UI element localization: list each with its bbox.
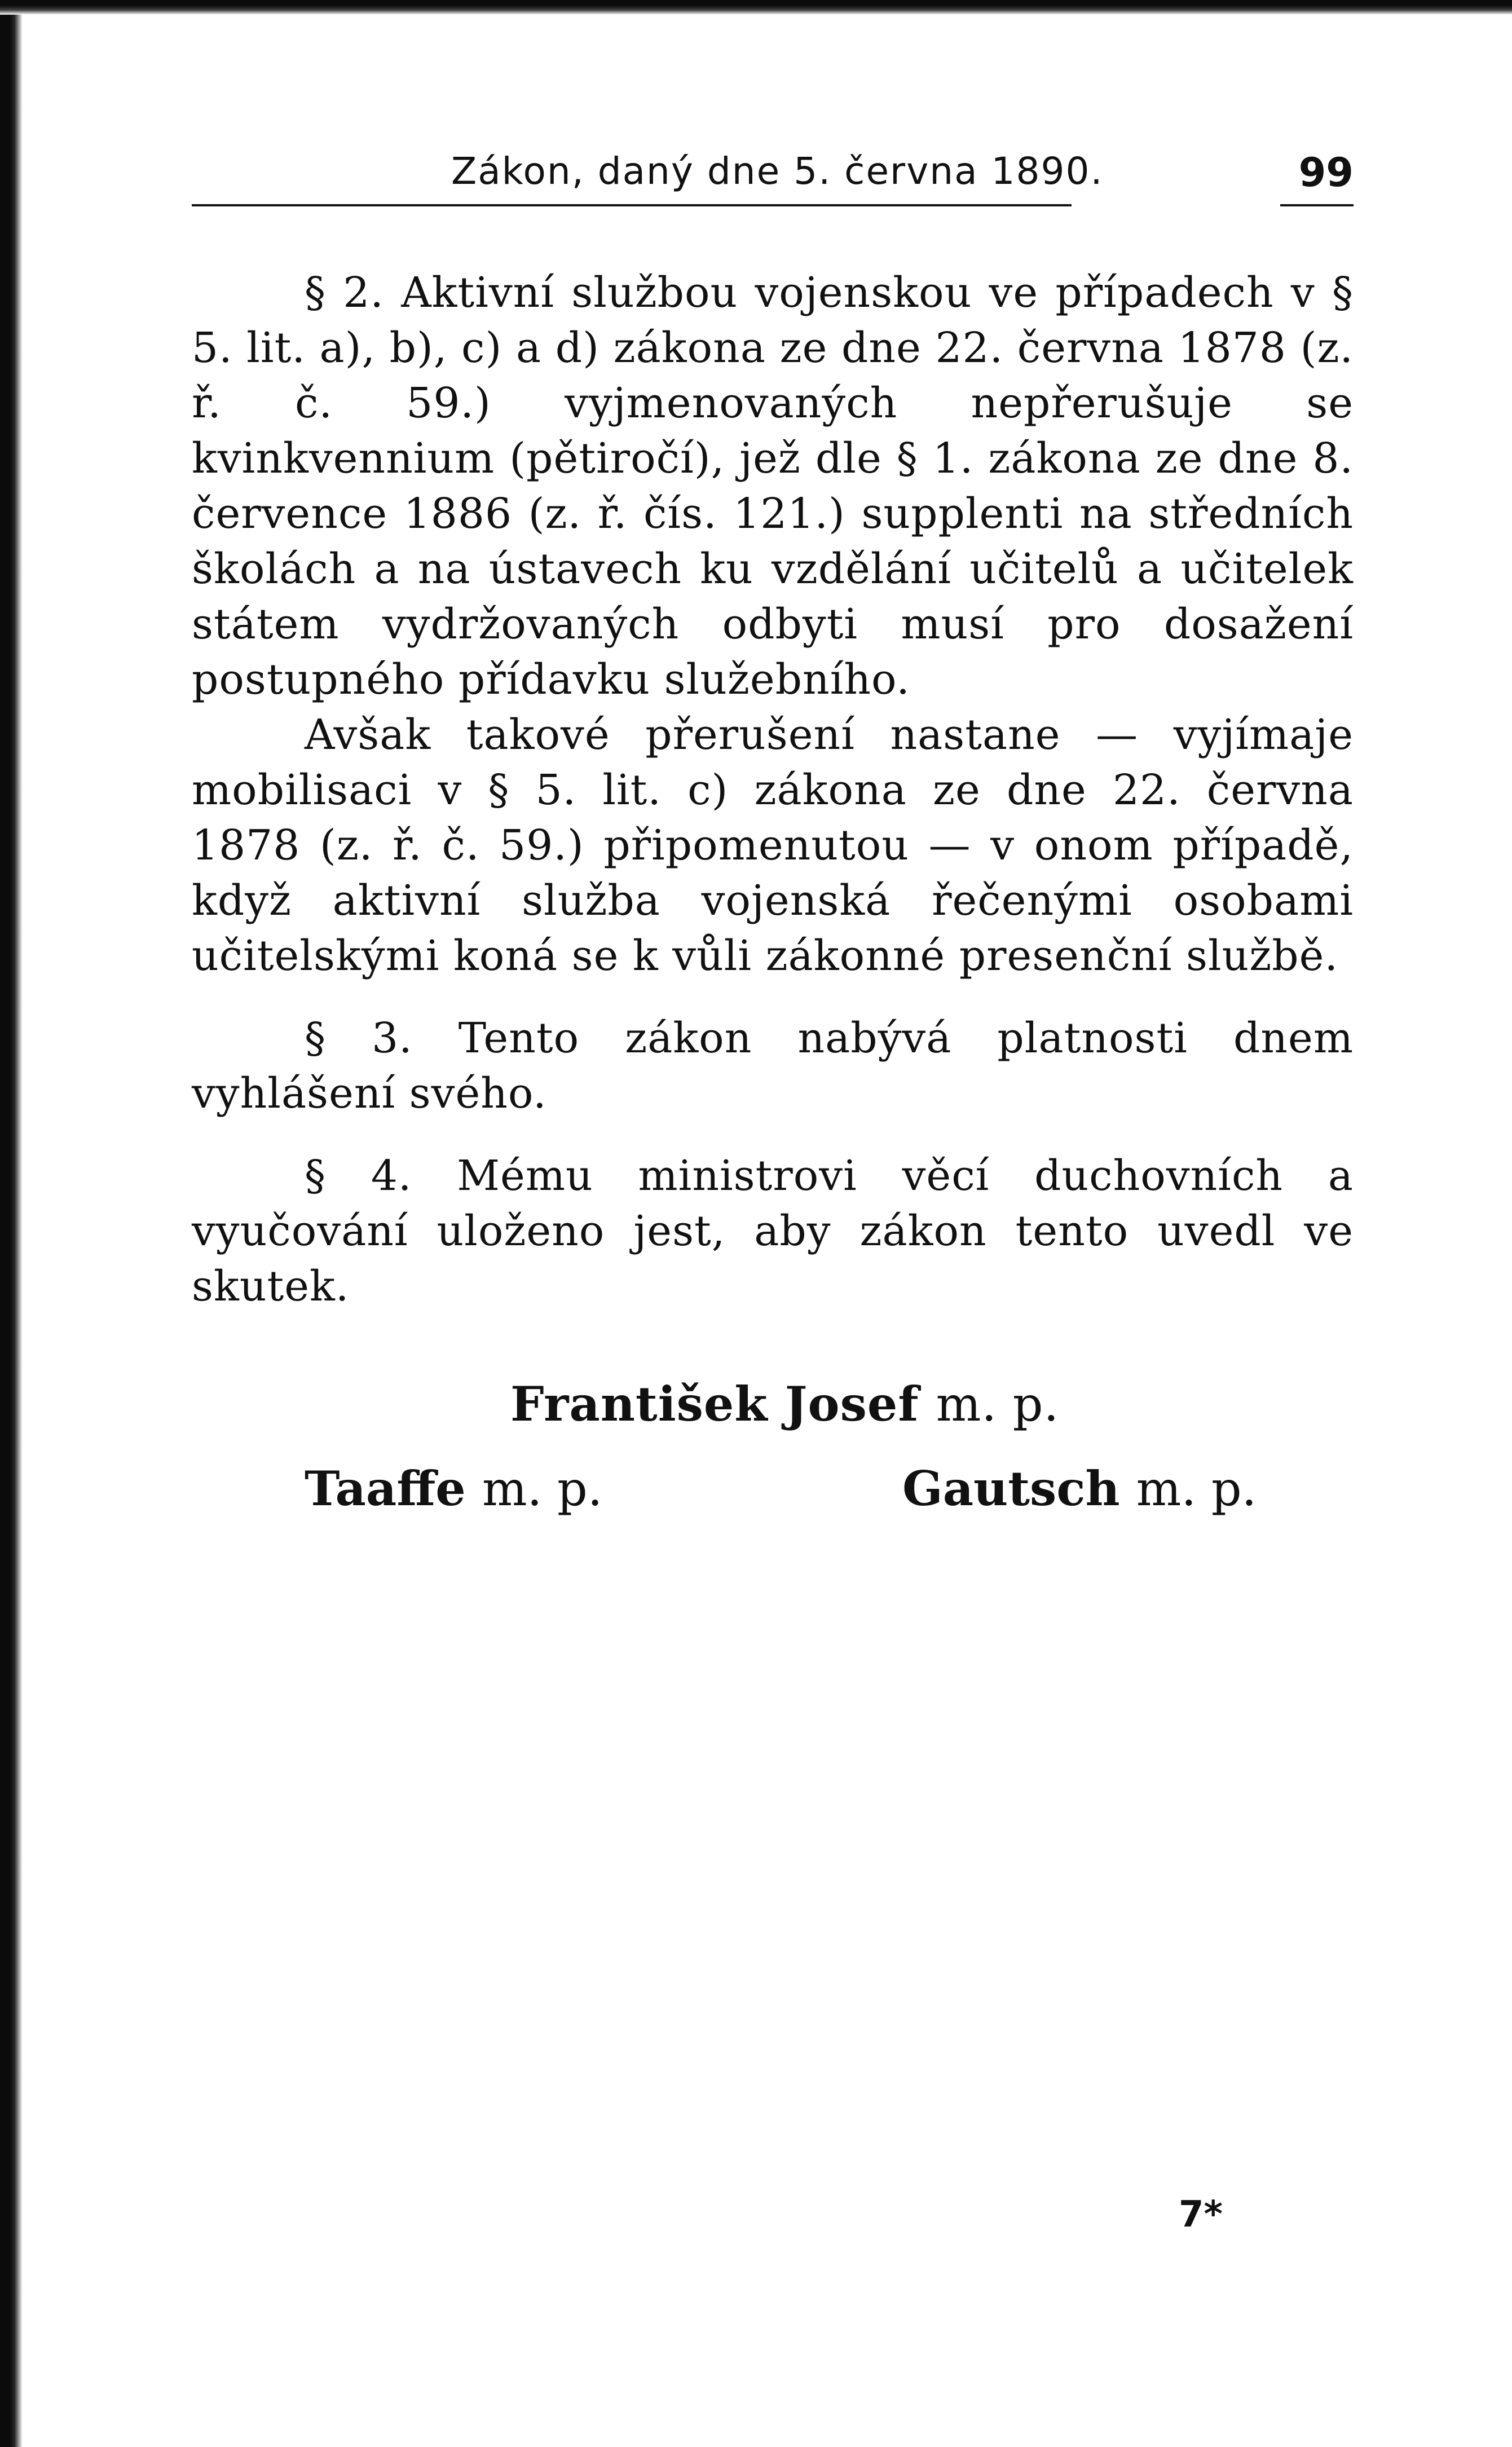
signature-row-ministers xyxy=(305,1461,1263,1523)
gautsch-mp: m. p. xyxy=(1136,1461,1257,1516)
header-rule xyxy=(192,204,1072,206)
paragraph-section-2: § 2. Aktivní službou vojenskou ve případech v § 5. lit. a), b), c) a d) zákona ze dne 22. června 1878 (z. ř. č. 59.) vyjmenovaných nepřerušuje se kvinkvennium (pětiročí), jež dle § 1. zákona ze dne 8. července 1886 (z. ř. čís. 121.) supplenti na středních školách a na ústavech ku vzdělání učitelů a učitelek státem vydržovaných odbyti musí pro dosažení postupného přídavku služebního. xyxy=(192,268,1354,704)
paragraph-section-2-continued: Avšak takové přerušení nastane — vyjímaje mobilisaci v § 5. lit. c) zákona ze dne 22. června 1878 (z. ř. č. 59.) připomenutou — v onom případě, když aktivní služba vojenská řečenými osobami učitelskými koná se k vůli zákonné presenční službě. xyxy=(192,711,1354,980)
running-title: Zákon, daný dne 5. června 1890. xyxy=(451,149,1104,193)
signature-gautsch xyxy=(902,1461,1257,1516)
printer-signature-mark: 7* xyxy=(1179,2194,1223,2236)
law-text xyxy=(192,265,1354,1314)
taaffe-mp: m. p. xyxy=(482,1461,603,1516)
paragraph-section-4: § 4. Mému ministrovi věcí duchovních a vyučování uloženo jest, aby zákon tento uvedl ve skutek. xyxy=(192,1152,1354,1311)
emperor-mp: m. p. xyxy=(936,1377,1060,1432)
emperor-name: František Josef xyxy=(510,1376,919,1432)
signature-taaffe xyxy=(305,1461,603,1516)
page-number: 99 xyxy=(1298,149,1354,196)
header-rule-page-number xyxy=(1280,204,1354,206)
signature-emperor xyxy=(510,1376,1059,1432)
scan-edge-top xyxy=(0,0,1512,15)
page-header xyxy=(192,141,1354,203)
paragraph-section-3: § 3. Tento zákon nabývá platnosti dnem vyhlášení svého. xyxy=(192,1014,1354,1118)
scan-edge-left xyxy=(0,0,23,2447)
taaffe-name: Taaffe xyxy=(305,1461,466,1516)
gautsch-name: Gautsch xyxy=(902,1461,1120,1516)
